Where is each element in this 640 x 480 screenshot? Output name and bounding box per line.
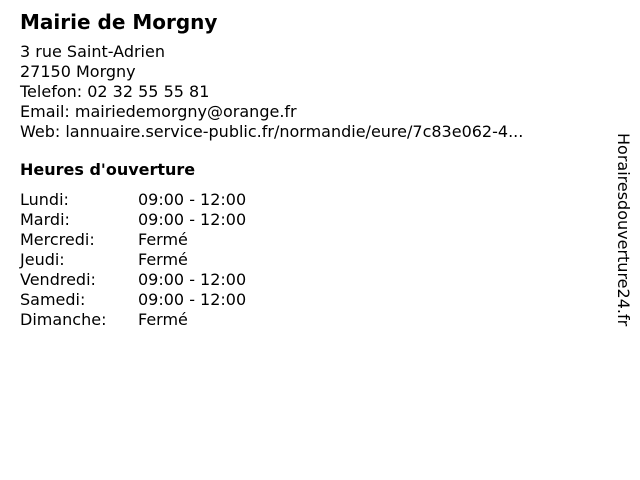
time-value: Fermé [138, 250, 188, 269]
hours-row-tuesday [20, 210, 600, 230]
day-label: Jeudi: [20, 250, 65, 269]
email-text: Email: mairiedemorgny@orange.fr [20, 102, 297, 121]
time-value: 09:00 - 12:00 [138, 270, 247, 289]
time-value: Fermé [138, 230, 188, 249]
site-brand: Horairesdouverture24.fr [614, 133, 633, 327]
website-text: Web: lannuaire.service-public.fr/normandie/eure/7c83e062-4... [20, 122, 524, 141]
hours-row-monday [20, 190, 600, 210]
hours-row-saturday [20, 290, 600, 310]
day-label: Vendredi: [20, 270, 96, 289]
hours-row-thursday [20, 250, 600, 270]
time-value: Fermé [138, 310, 188, 329]
street-address: 3 rue Saint-Adrien [20, 42, 165, 61]
phone-text: Telefon: 02 32 55 55 81 [20, 82, 210, 101]
day-label: Lundi: [20, 190, 69, 209]
business-name: Mairie de Morgny [20, 10, 218, 34]
time-value: 09:00 - 12:00 [138, 290, 247, 309]
time-value: 09:00 - 12:00 [138, 190, 247, 209]
hours-heading: Heures d'ouverture [20, 160, 196, 179]
day-label: Dimanche: [20, 310, 107, 329]
hours-row-sunday [20, 310, 600, 330]
day-label: Mardi: [20, 210, 70, 229]
hours-row-friday [20, 270, 600, 290]
day-label: Mercredi: [20, 230, 95, 249]
business-card [20, 10, 600, 330]
time-value: 09:00 - 12:00 [138, 210, 247, 229]
day-label: Samedi: [20, 290, 86, 309]
hours-row-wednesday [20, 230, 600, 250]
postal-city: 27150 Morgny [20, 62, 136, 81]
